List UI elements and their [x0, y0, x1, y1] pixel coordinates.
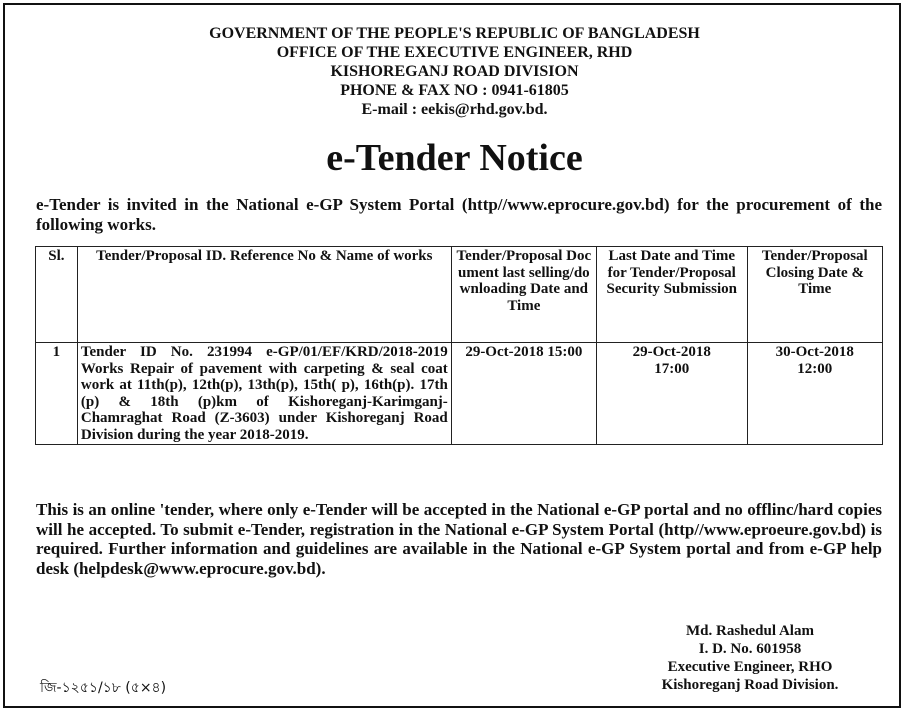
- cell-closing: [747, 343, 882, 445]
- header-office: OFFICE OF THE EXECUTIVE ENGINEER, RHD: [276, 44, 633, 61]
- signature-id: I. D. No. 601958: [698, 641, 802, 657]
- closing-date: 30-Oct-2018: [775, 344, 854, 360]
- notice-paragraph: This is an online 'tender, where only e-Tender will be accepted in the National e-GP portal and no offlinc/hard copies will he accepted. To submit e-Tender, registration in the National e-GP System Portal (http//www.eproeure.gov.bd) is required. Further information and guidelines are available in the National e-GP System portal and from e-GP help desk (helpdesk@www.eprocure.gov.bd).: [36, 500, 882, 578]
- signature-name: Md. Rashedul Alam: [686, 623, 814, 639]
- header-selling: Tender/Proposal Document last selling/downloading Date and Time: [451, 247, 596, 343]
- header-phone: PHONE & FAX NO : 0941-61805: [340, 82, 569, 99]
- cell-work: Tender ID No. 231994 e-GP/01/EF/KRD/2018-2019 Works Repair of pavement with carpeting & seal coat work at 11th(p), 12th(p), 13th(p), 15th( p), 16th(p). 17th (p) & 18th (p)km of Kishoreganj-Karimganj-Chamraghat Road (Z-3603) under Kishoreganj Road Division during the year 2018-2019.: [77, 343, 451, 445]
- signature-designation: Executive Engineer, RHO: [667, 659, 833, 675]
- header-closing: Tender/Proposal Closing Date & Time: [747, 247, 882, 343]
- header-sl: Sl.: [36, 247, 78, 343]
- cell-selling: 29-Oct-2018 15:00: [451, 343, 596, 445]
- header-email: E-mail : eekis@rhd.gov.bd.: [361, 101, 548, 118]
- header-government: GOVERNMENT OF THE PEOPLE'S REPUBLIC OF BANGLADESH: [209, 25, 700, 42]
- header-security: Last Date and Time for Tender/Proposal Security Submission: [596, 247, 747, 343]
- header-work: Tender/Proposal ID. Reference No & Name of works: [77, 247, 451, 343]
- cell-security: [596, 343, 747, 445]
- table-header-row: [36, 247, 883, 343]
- table-row: [36, 343, 883, 445]
- security-time: 17:00: [654, 360, 690, 377]
- header-division: KISHOREGANJ ROAD DIVISION: [330, 63, 579, 80]
- reference-code: জি-১২৫১/১৮ (৫×৪): [40, 680, 167, 696]
- intro-paragraph: e-Tender is invited in the National e-GP System Portal (http//www.eprocure.gov.bd) for the procurement of the following works.: [36, 195, 882, 234]
- signature-office: Kishoreganj Road Division.: [661, 677, 839, 693]
- cell-sl: 1: [36, 343, 78, 445]
- closing-time: 12:00: [797, 360, 833, 377]
- security-date: 29-Oct-2018: [632, 344, 711, 360]
- page-title: e-Tender Notice: [326, 137, 583, 179]
- tender-table: [35, 246, 883, 445]
